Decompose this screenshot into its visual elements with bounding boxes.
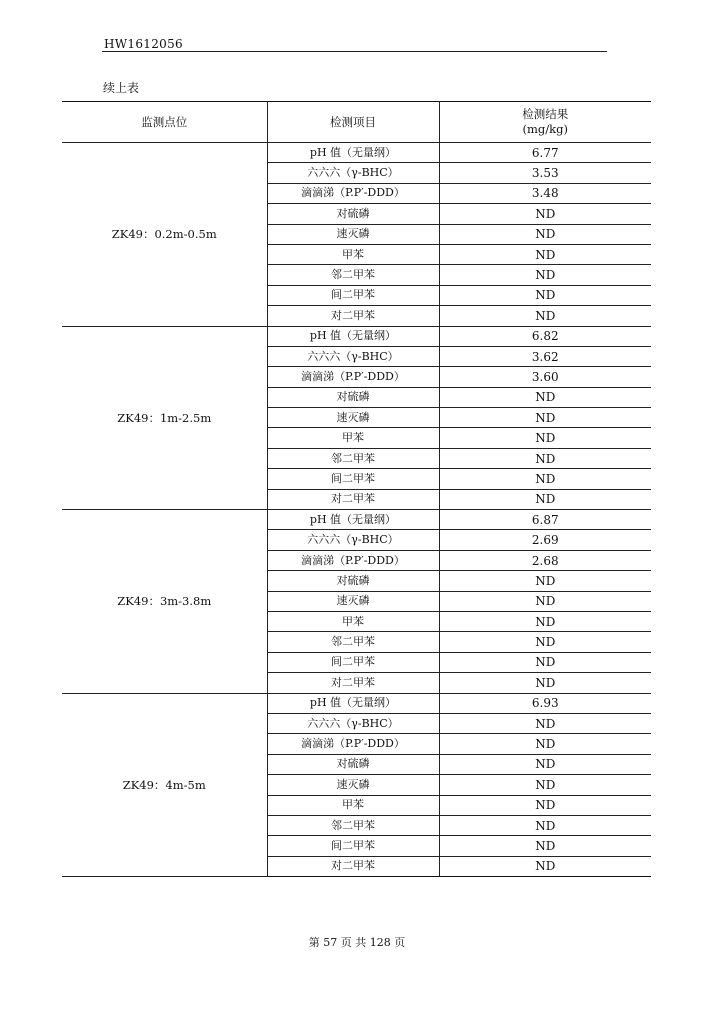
- test-result-cell: ND: [439, 244, 651, 264]
- test-item-cell: pH 值（无量纲）: [267, 510, 439, 530]
- test-result-cell: ND: [439, 285, 651, 305]
- test-item-cell: pH 值（无量纲）: [267, 693, 439, 713]
- table-row: [62, 510, 651, 530]
- test-result-cell: ND: [439, 204, 651, 224]
- test-result-cell: ND: [439, 815, 651, 835]
- test-result-cell: ND: [439, 836, 651, 856]
- test-item-cell: pH 值（无量纲）: [267, 143, 439, 163]
- test-result-cell: 2.68: [439, 550, 651, 570]
- test-item-cell: 六六六（γ-BHC）: [267, 163, 439, 183]
- test-result-cell: 2.69: [439, 530, 651, 550]
- test-item-cell: 甲苯: [267, 244, 439, 264]
- table-row: [62, 693, 651, 713]
- test-result-cell: ND: [439, 591, 651, 611]
- test-item-cell: 邻二甲苯: [267, 815, 439, 835]
- test-result-cell: ND: [439, 775, 651, 795]
- test-result-cell: ND: [439, 387, 651, 407]
- test-result-cell: ND: [439, 448, 651, 468]
- test-result-cell: ND: [439, 489, 651, 509]
- continued-caption: 续上表: [103, 81, 140, 95]
- results-table: [62, 101, 651, 877]
- header-test-item: 检测项目: [267, 102, 439, 143]
- test-result-cell: 3.53: [439, 163, 651, 183]
- test-item-cell: 六六六（γ-BHC）: [267, 346, 439, 366]
- test-item-cell: 六六六（γ-BHC）: [267, 713, 439, 733]
- test-item-cell: 对硫磷: [267, 754, 439, 774]
- test-item-cell: 滴滴涕（P.P′-DDD）: [267, 367, 439, 387]
- test-result-cell: ND: [439, 795, 651, 815]
- test-item-cell: 对硫磷: [267, 204, 439, 224]
- test-item-cell: 间二甲苯: [267, 836, 439, 856]
- test-item-cell: 甲苯: [267, 428, 439, 448]
- test-item-cell: 对二甲苯: [267, 856, 439, 876]
- test-item-cell: 速灭磷: [267, 224, 439, 244]
- table-row: [62, 143, 651, 163]
- monitoring-point-cell: ZK49：3m-3.8m: [62, 510, 267, 694]
- monitoring-point-cell: ZK49：4m-5m: [62, 693, 267, 877]
- report-code: HW1612056: [104, 37, 183, 51]
- test-result-cell: ND: [439, 571, 651, 591]
- monitoring-point-cell: ZK49：0.2m-0.5m: [62, 143, 267, 327]
- table-body: [62, 143, 651, 877]
- test-result-cell: 6.82: [439, 326, 651, 346]
- test-item-cell: 间二甲苯: [267, 469, 439, 489]
- test-item-cell: 甲苯: [267, 795, 439, 815]
- test-result-cell: ND: [439, 673, 651, 693]
- test-item-cell: 对硫磷: [267, 571, 439, 591]
- test-item-cell: 六六六（γ-BHC）: [267, 530, 439, 550]
- test-item-cell: pH 值（无量纲）: [267, 326, 439, 346]
- test-result-cell: ND: [439, 754, 651, 774]
- test-item-cell: 速灭磷: [267, 408, 439, 428]
- header-test-result: [439, 102, 651, 143]
- test-item-cell: 邻二甲苯: [267, 448, 439, 468]
- header-result-unit: (mg/kg): [522, 122, 568, 136]
- header-result-label: 检测结果: [522, 107, 569, 121]
- header-monitoring-point: 监测点位: [62, 102, 267, 143]
- table-row: [62, 326, 651, 346]
- test-result-cell: 6.77: [439, 143, 651, 163]
- test-result-cell: ND: [439, 856, 651, 876]
- test-result-cell: ND: [439, 611, 651, 631]
- test-item-cell: 滴滴涕（P.P′-DDD）: [267, 734, 439, 754]
- test-item-cell: 对二甲苯: [267, 306, 439, 326]
- page-footer: 第 57 页 共 128 页: [308, 936, 406, 949]
- test-result-cell: ND: [439, 632, 651, 652]
- test-item-cell: 邻二甲苯: [267, 632, 439, 652]
- test-item-cell: 滴滴涕（P.P′-DDD）: [267, 550, 439, 570]
- test-item-cell: 对二甲苯: [267, 489, 439, 509]
- test-result-cell: ND: [439, 224, 651, 244]
- test-item-cell: 对硫磷: [267, 387, 439, 407]
- test-result-cell: ND: [439, 265, 651, 285]
- test-result-cell: 6.87: [439, 510, 651, 530]
- test-result-cell: 3.48: [439, 183, 651, 203]
- test-item-cell: 间二甲苯: [267, 285, 439, 305]
- test-item-cell: 甲苯: [267, 611, 439, 631]
- test-result-cell: 6.93: [439, 693, 651, 713]
- table-header-row: [62, 102, 651, 143]
- test-item-cell: 间二甲苯: [267, 652, 439, 672]
- test-item-cell: 对二甲苯: [267, 673, 439, 693]
- test-result-cell: 3.60: [439, 367, 651, 387]
- header-rule: [102, 51, 607, 52]
- monitoring-point-cell: ZK49：1m-2.5m: [62, 326, 267, 510]
- test-result-cell: ND: [439, 428, 651, 448]
- test-result-cell: ND: [439, 408, 651, 428]
- test-result-cell: ND: [439, 306, 651, 326]
- test-result-cell: ND: [439, 469, 651, 489]
- test-item-cell: 邻二甲苯: [267, 265, 439, 285]
- test-item-cell: 速灭磷: [267, 591, 439, 611]
- test-result-cell: 3.62: [439, 346, 651, 366]
- test-item-cell: 滴滴涕（P.P′-DDD）: [267, 183, 439, 203]
- test-result-cell: ND: [439, 713, 651, 733]
- test-item-cell: 速灭磷: [267, 775, 439, 795]
- test-result-cell: ND: [439, 734, 651, 754]
- test-result-cell: ND: [439, 652, 651, 672]
